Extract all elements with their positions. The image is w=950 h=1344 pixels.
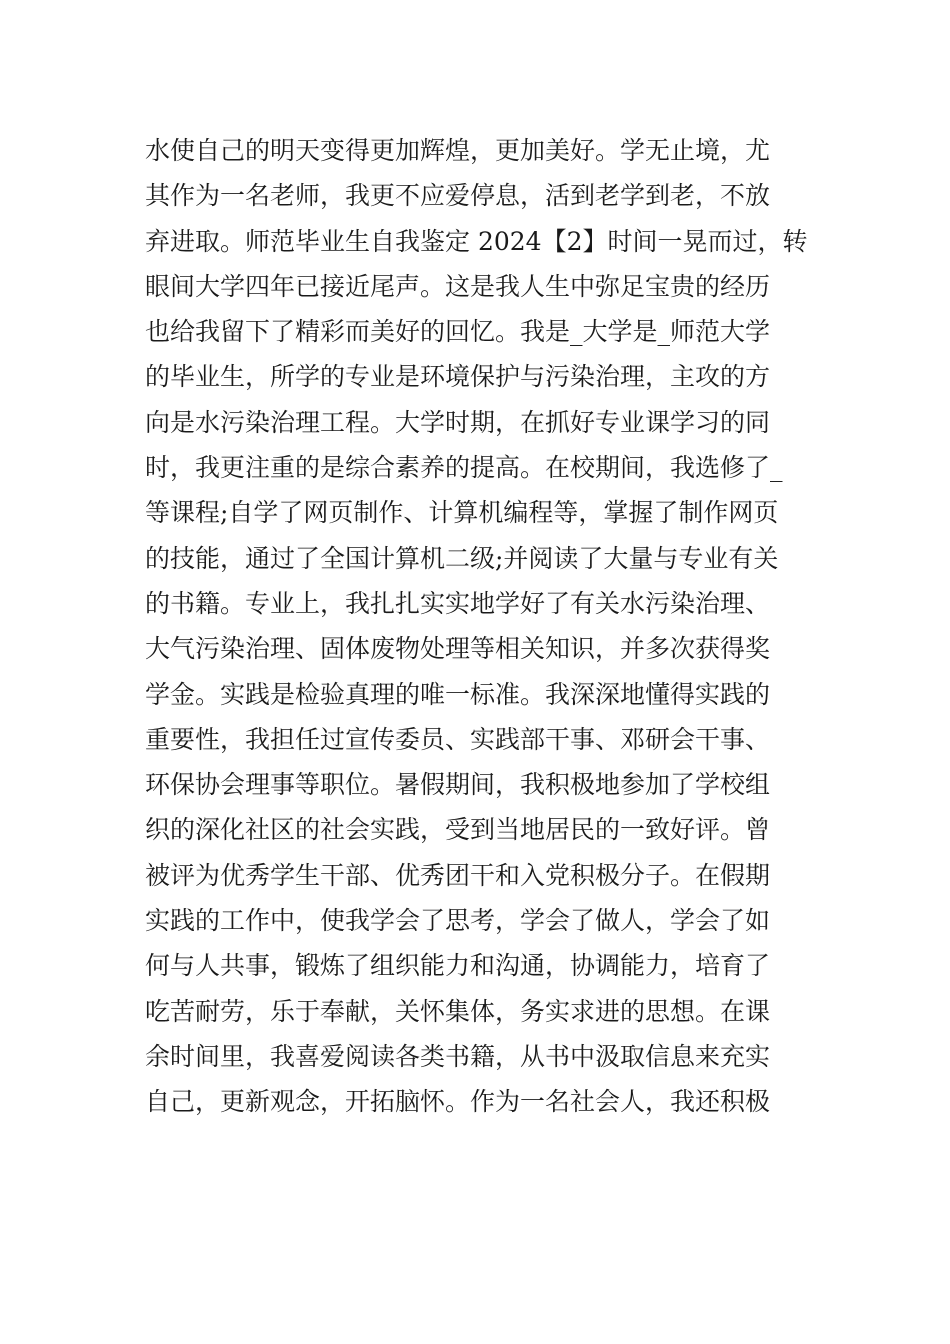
- body-text: [145, 128, 825, 1125]
- text-line: 水使自己的明天变得更加辉煌，更加美好。学无止境，尤: [145, 136, 771, 165]
- text-line: 的技能，通过了全国计算机二级;并阅读了大量与专业有关: [145, 543, 779, 573]
- text-line: 眼间大学四年已接近尾声。这是我人生中弥足宝贵的经历: [145, 271, 771, 301]
- text-line: 织的深化社区的社会实践，受到当地居民的一致好评。曾: [145, 815, 771, 845]
- text-line: 大气污染治理、固体废物处理等相关知识，并多次获得奖: [145, 634, 771, 664]
- text-line: 的毕业生，所学的专业是环境保护与污染治理，主攻的方: [145, 362, 771, 392]
- text-line: 实践的工作中，使我学会了思考，学会了做人，学会了如: [145, 906, 771, 936]
- text-line: 重要性，我担任过宣传委员、实践部干事、邓研会干事、: [145, 724, 771, 754]
- text-line: 何与人共事，锻炼了组织能力和沟通，协调能力，培育了: [145, 951, 771, 981]
- text-line: 被评为优秀学生干部、优秀团干和入党积极分子。在假期: [145, 860, 771, 890]
- text-line: 其作为一名老师，我更不应爱停息，活到老学到老，不放: [145, 181, 771, 211]
- text-line: 环保协会理事等职位。暑假期间，我积极地参加了学校组: [145, 770, 771, 800]
- text-line: 的书籍。专业上，我扎扎实实地学好了有关水污染治理、: [145, 588, 771, 618]
- text-line: 自己，更新观念，开拓脑怀。作为一名社会人，我还积极: [145, 1087, 771, 1117]
- text-line: 也给我留下了精彩而美好的回忆。我是_大学是_师范大学: [145, 317, 771, 347]
- text-line: 弃进取。师范毕业生自我鉴定 2024【2】时间一晃而过，转: [145, 226, 808, 256]
- text-line: 向是水污染治理工程。大学时期，在抓好专业课学习的同: [145, 407, 771, 437]
- text-line: 吃苦耐劳，乐于奉献，关怀集体，务实求进的思想。在课: [145, 996, 771, 1026]
- text-line: 时，我更注重的是综合素养的提高。在校期间，我选修了_: [145, 453, 783, 483]
- text-line: 余时间里，我喜爱阅读各类书籍，从书中汲取信息来充实: [145, 1041, 771, 1071]
- text-line: 学金。实践是检验真理的唯一标准。我深深地懂得实践的: [145, 679, 771, 709]
- text-line: 等课程;自学了网页制作、计算机编程等，掌握了制作网页: [145, 498, 779, 528]
